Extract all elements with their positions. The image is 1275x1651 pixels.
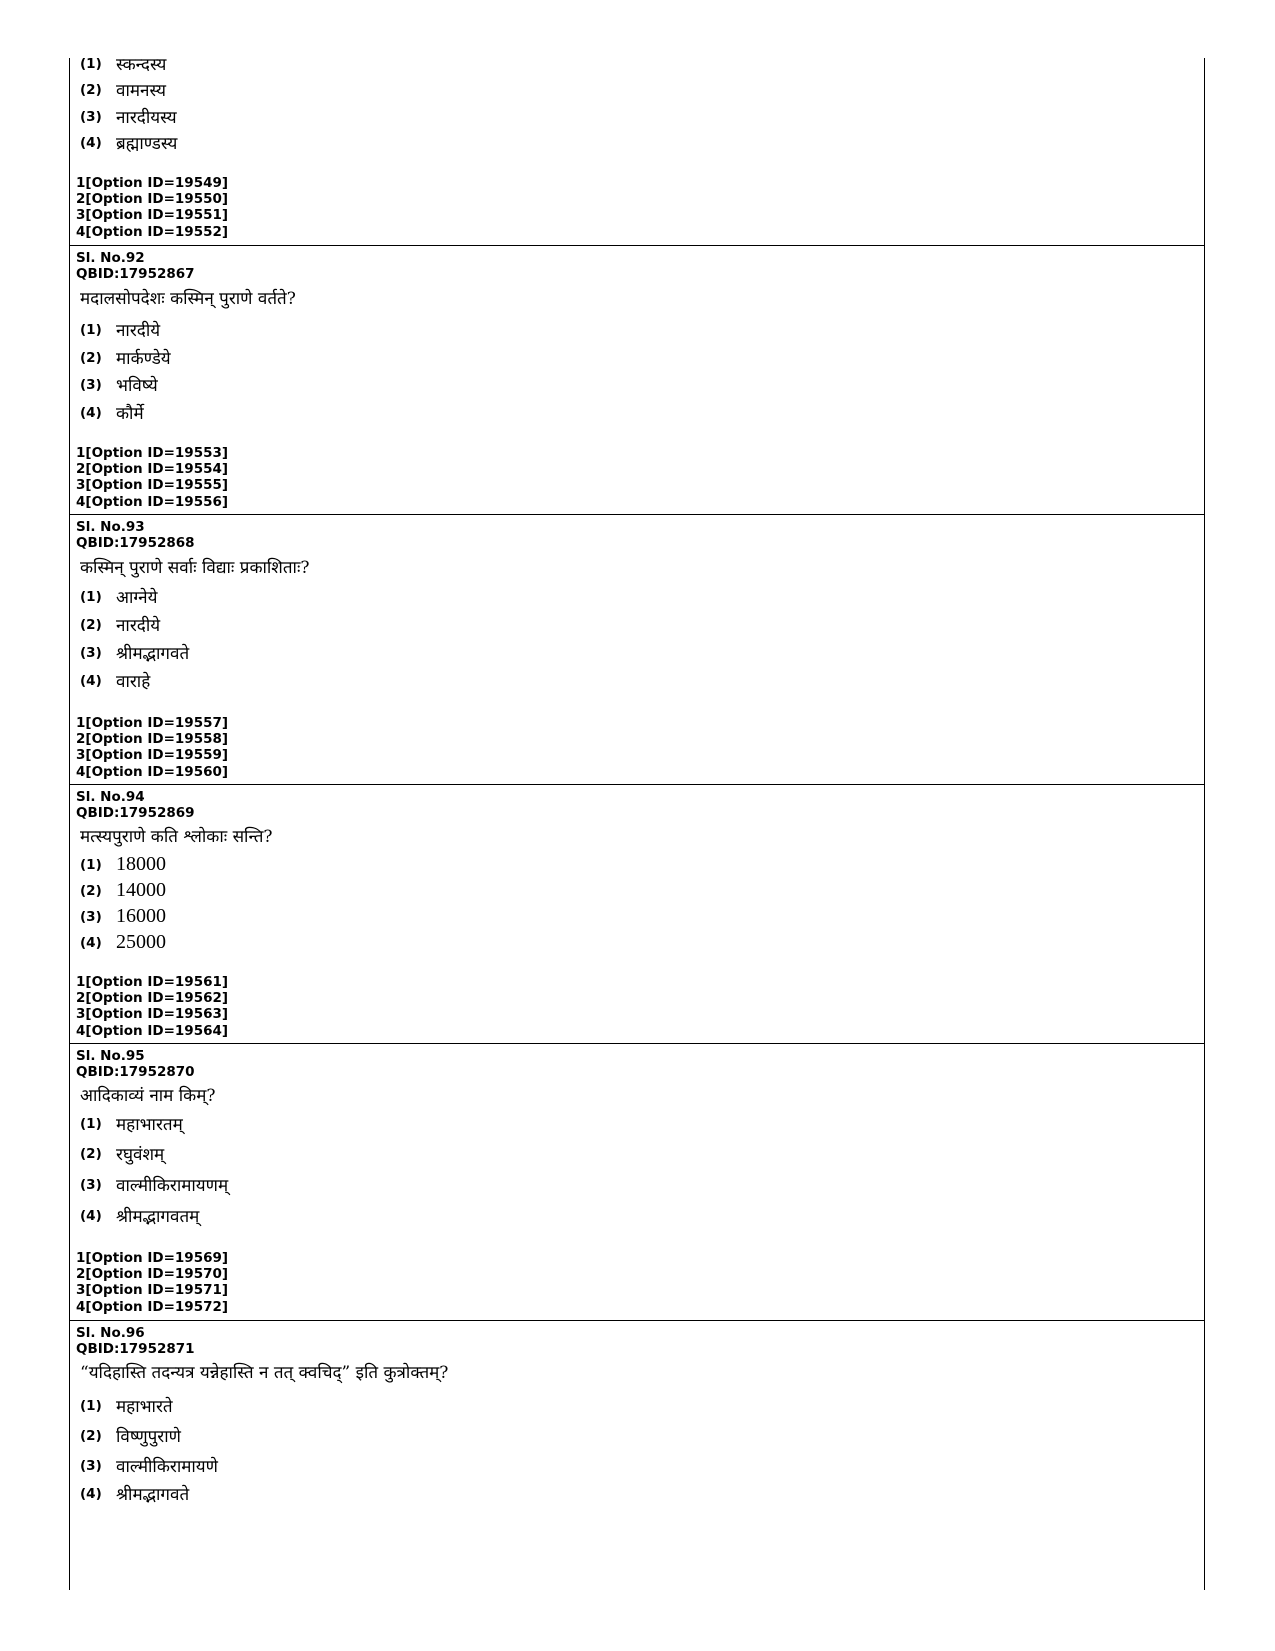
option-text: नारदीये: [116, 321, 161, 341]
option-number: (1): [80, 588, 102, 605]
option-row: [80, 78, 166, 104]
option-id-list: [76, 175, 228, 240]
option-id: 2[Option ID=19554]: [76, 461, 229, 478]
option-row: [80, 318, 160, 344]
option-id: 2[Option ID=19570]: [76, 1266, 229, 1283]
serial-number: Sl. No.92: [76, 250, 145, 266]
question-paper-page: [69, 55, 1205, 1590]
question-block-93: [70, 514, 1204, 785]
option-row: [80, 931, 166, 957]
option-row: [80, 853, 166, 879]
option-text: वाल्मीकिरामायणम्: [116, 1176, 229, 1196]
option-number: (1): [80, 1397, 102, 1414]
option-row: [80, 1482, 189, 1508]
option-row: [80, 641, 189, 667]
option-row: [80, 613, 160, 639]
option-number: (4): [80, 934, 102, 951]
option-row: [80, 401, 144, 427]
option-number: (3): [80, 908, 102, 925]
option-text: वाल्मीकिरामायणे: [116, 1457, 218, 1477]
option-id-list: [76, 445, 228, 510]
qbid: QBID:17952871: [76, 1341, 195, 1357]
option-text: महाभारतम्: [116, 1115, 183, 1135]
option-row: [80, 1142, 164, 1168]
question-text: “यदिहास्ति तदन्यत्र यन्नेहास्ति न तत् क्वचिद्” इति कुत्रोक्तम्?: [80, 1363, 449, 1383]
option-text: श्रीमद्भागवतम्: [116, 1207, 200, 1227]
question-text: कस्मिन् पुराणे सर्वाः विद्याः प्रकाशिताः?: [80, 558, 310, 578]
option-id: 3[Option ID=19555]: [76, 477, 229, 494]
option-number: (4): [80, 672, 102, 689]
option-id: 1[Option ID=19569]: [76, 1250, 229, 1266]
option-id: 3[Option ID=19551]: [76, 207, 229, 224]
option-id: 4[Option ID=19560]: [76, 763, 229, 780]
qbid: QBID:17952870: [76, 1064, 195, 1080]
option-id: 2[Option ID=19562]: [76, 990, 229, 1007]
option-number: (1): [80, 856, 102, 873]
option-row: [80, 669, 150, 695]
serial-number: Sl. No.95: [76, 1048, 145, 1064]
option-number: (2): [80, 1145, 102, 1162]
option-text: 14000: [116, 879, 166, 901]
option-row: [80, 1204, 199, 1230]
option-number: (2): [80, 349, 102, 366]
option-number: (4): [80, 404, 102, 421]
option-number: (1): [80, 55, 102, 72]
option-text: ब्रह्माण्डस्य: [116, 134, 178, 154]
qbid: QBID:17952868: [76, 535, 195, 551]
option-number: (2): [80, 81, 102, 98]
option-row: [80, 1454, 218, 1480]
option-text: कौर्मे: [116, 404, 144, 424]
option-text: नारदीये: [116, 616, 161, 636]
option-id-list: [76, 715, 228, 780]
question-text: मत्स्यपुराणे कति श्लोकाः सन्ति?: [80, 827, 273, 847]
option-id: 3[Option ID=19559]: [76, 747, 229, 764]
option-text: रघुवंशम्: [116, 1145, 165, 1165]
option-number: (1): [80, 321, 102, 338]
option-id: 4[Option ID=19564]: [76, 1022, 229, 1039]
option-number: (2): [80, 882, 102, 899]
option-text: श्रीमद्भागवते: [116, 1485, 190, 1505]
option-row: [80, 1394, 173, 1420]
question-text: मदालसोपदेशः कस्मिन् पुराणे वर्तते?: [80, 289, 296, 309]
option-number: (3): [80, 108, 102, 125]
question-block-96: [70, 1320, 1204, 1591]
option-id: 1[Option ID=19561]: [76, 974, 229, 990]
qbid: QBID:17952869: [76, 805, 195, 821]
option-row: [80, 905, 166, 931]
serial-number: Sl. No.94: [76, 789, 145, 805]
option-row: [80, 585, 157, 611]
option-text: स्कन्दस्य: [116, 55, 167, 75]
option-id: 1[Option ID=19549]: [76, 175, 229, 191]
option-row: [80, 373, 158, 399]
option-number: (2): [80, 616, 102, 633]
option-row: [80, 346, 171, 372]
option-text: श्रीमद्भागवते: [116, 644, 190, 664]
option-text: भविष्ये: [116, 376, 158, 396]
option-text: 25000: [116, 931, 166, 953]
option-id-list: [76, 974, 228, 1039]
option-row: [80, 131, 177, 157]
option-row: [80, 1424, 181, 1450]
question-block-92: [70, 245, 1204, 515]
option-text: वाराहे: [116, 672, 151, 692]
option-text: नारदीयस्य: [116, 108, 177, 128]
question-block-95: [70, 1043, 1204, 1321]
option-number: (4): [80, 134, 102, 151]
question-text: आदिकाव्यं नाम किम्?: [80, 1086, 216, 1106]
option-id-list: [76, 1250, 228, 1315]
option-id: 3[Option ID=19563]: [76, 1006, 229, 1023]
option-id: 4[Option ID=19572]: [76, 1298, 229, 1315]
option-row: [80, 1173, 228, 1199]
question-block-94: [70, 784, 1204, 1044]
option-number: (3): [80, 376, 102, 393]
option-number: (3): [80, 644, 102, 661]
option-id: 4[Option ID=19556]: [76, 493, 229, 510]
option-text: महाभारते: [116, 1397, 173, 1417]
option-row: [80, 105, 177, 131]
option-row: [80, 879, 166, 905]
option-id: 1[Option ID=19557]: [76, 715, 229, 731]
option-row: [80, 1112, 183, 1138]
serial-number: Sl. No.96: [76, 1325, 145, 1341]
option-id: 2[Option ID=19558]: [76, 731, 229, 748]
option-text: विष्णुपुराणे: [116, 1427, 181, 1447]
option-number: (1): [80, 1115, 102, 1132]
option-text: 18000: [116, 853, 166, 875]
qbid: QBID:17952867: [76, 266, 195, 282]
option-number: (3): [80, 1457, 102, 1474]
option-text: वामनस्य: [116, 81, 166, 101]
option-number: (4): [80, 1207, 102, 1224]
option-id: 2[Option ID=19550]: [76, 191, 229, 208]
question-block-91-continued: [70, 55, 1204, 245]
option-number: (2): [80, 1427, 102, 1444]
option-id: 4[Option ID=19552]: [76, 223, 229, 240]
option-number: (3): [80, 1176, 102, 1193]
option-text: मार्कण्डेये: [116, 349, 171, 369]
option-text: आग्नेये: [116, 588, 158, 608]
option-id: 3[Option ID=19571]: [76, 1282, 229, 1299]
serial-number: Sl. No.93: [76, 519, 145, 535]
option-text: 16000: [116, 905, 166, 927]
option-number: (4): [80, 1485, 102, 1502]
option-id: 1[Option ID=19553]: [76, 445, 229, 461]
option-row: [80, 52, 166, 78]
